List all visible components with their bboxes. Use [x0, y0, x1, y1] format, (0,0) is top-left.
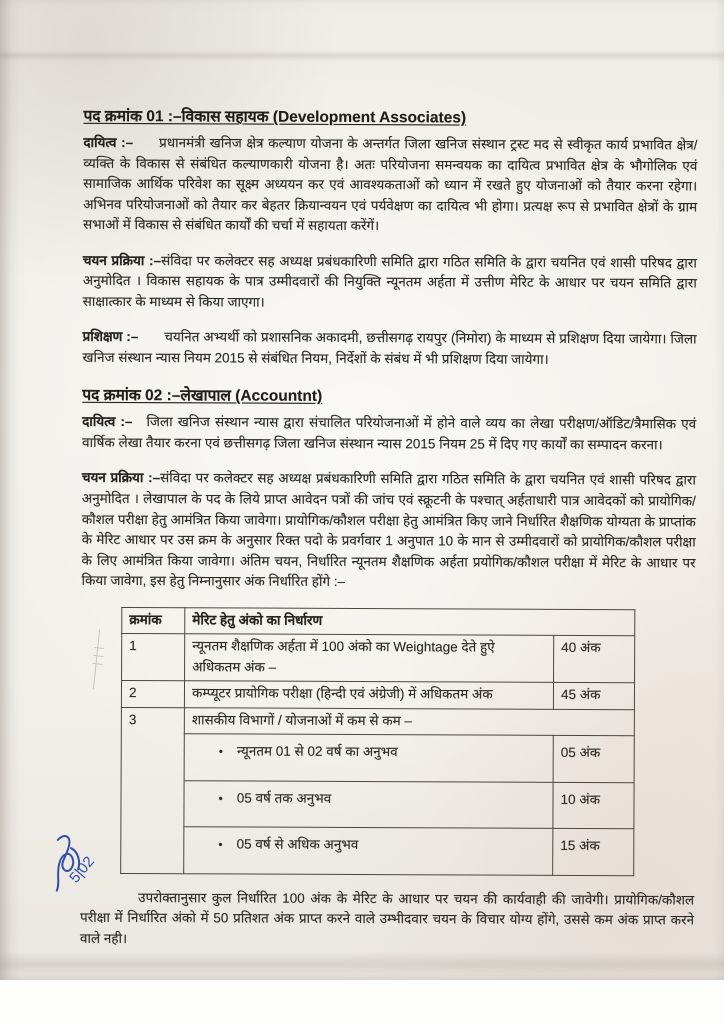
cell-serial: 2 — [121, 681, 184, 708]
selection-process-text: संविदा पर कलेक्टर सह अध्यक्ष प्रबंधकारिणी समिति द्वारा गठित समिति के द्वारा चयनित एवं शासी परिषद द्वारा अनुमोदित । लेखापाल के पद के लिये प्राप्त आवेदन पत्रों की जांच एवं स्क्रूटनी के पश्चात् अर्हताधारी पात्र आवेदकों को प्रायोगिक/कौशल परीक्षा हेतु आमंत्रित किया जावेगा। प्रायोगिक/कौशल परीक्षा हेतु आमंत्रित किए जाने निर्धारित शैक्षणिक योग्यता के प्राप्तांक के मेरिट आधार पर उस क्रम के अनुसार रिक्त पदो के प्रवर्गवार 1 अनुपात 10 के मान से उम्मीदवारों को प्रायोगिक/कौशल परीक्षा के लिए आमंत्रित किया जावेगा। अंतिम चयन, निर्धारित न्यूनतम शैक्षणिक अर्हता प्रयोगिक/कौशल परीक्षा में मेरिट के आधार पर किया जावेगा, इस हेतु निम्नानुसार अंक निर्धारित होंगे :– — [81, 470, 696, 589]
post-1-duty-paragraph — [83, 133, 697, 238]
table-row — [121, 734, 634, 783]
cell-marks: 45 अंक — [553, 682, 634, 709]
duty-text: जिला खनिज संस्थान न्यास द्वारा संचालित परियोजनाओं में होने वाले व्यय का लेखा परीक्षण/ऑडिट/त्रैमासिक एवं वार्षिक लेखा तैयार करना एवं छत्तीसगढ़ जिला खनिज संस्थान न्यास 2015 नियम 25 में दिए गए कार्यों का सम्पादन करना। — [82, 414, 697, 453]
selection-process-label: चयन प्रक्रिया :– — [82, 252, 162, 268]
table-header-row — [122, 607, 635, 636]
table-row — [122, 634, 635, 683]
cell-description: • 05 वर्ष तक अनुभव — [184, 780, 553, 828]
post-1-selection-paragraph — [83, 251, 697, 315]
table-row — [121, 707, 634, 736]
handwritten-number: 5|02 — [66, 853, 98, 887]
post-2-duty-paragraph — [82, 412, 696, 456]
selection-process-label: चयन प्रक्रिया :– — [81, 470, 161, 486]
marks-table — [120, 607, 635, 876]
post-1-training-paragraph — [82, 327, 696, 371]
cell-serial: 1 — [122, 634, 185, 681]
post-2-heading: पद क्रमांक 02 :–लेखापाल (Accountnt) — [82, 387, 323, 406]
cell-description: न्यूनतम शैक्षणिक अर्हता में 100 अंको का Weightage देते हुऐ अधिकतम अंक – — [185, 634, 554, 683]
cell-description: कम्प्यूटर प्रायोगिक परीक्षा (हिन्दी एवं अंग्रेजी) में अधिकतम अंक — [184, 681, 553, 709]
duty-label: दायित्व :– — [83, 134, 134, 151]
table-row — [121, 681, 634, 710]
header-title: मेरिट हेतु अंको का निर्धारण — [185, 607, 635, 635]
cell-marks: 05 अंक — [553, 735, 634, 782]
cell-marks: 15 अंक — [553, 829, 634, 876]
training-label: प्रशिक्षण :– — [82, 329, 139, 345]
selection-process-text: संविदा पर कलेक्टर सह अध्यक्ष प्रबंधकारिणी समिति द्वारा गठित समिति के द्वारा चयनित एवं शासी परिषद द्वारा अनुमोदित । विकास सहायक के पात्र उम्मीदवारों की नियुक्ति न्यूनतम अर्हता में उत्तीण मेरिट के आधार पर चयन समिति द्वारा साक्षात्कार के माध्यम से किया जाएगा। — [82, 252, 697, 310]
table-row — [121, 780, 634, 829]
cell-marks: 10 अंक — [553, 782, 634, 829]
cell-serial: 3 — [121, 707, 185, 873]
duty-label: दायित्व :– — [82, 414, 133, 430]
bullet-icon: • — [218, 837, 223, 852]
post-1-heading: पद क्रमांक 01 :–विकास सहायक (Development Associates) — [83, 107, 467, 127]
table-row — [121, 827, 634, 876]
bullet-icon: • — [218, 791, 223, 806]
handwritten-initials — [34, 814, 142, 922]
paper-crease — [0, 952, 724, 974]
cell-marks: 40 अंक — [554, 635, 635, 682]
cell-description: शासकीय विभागों / योजनाओं में कम से कम – — [184, 707, 634, 735]
cell-description: • न्यूनतम 01 से 02 वर्ष का अनुभव — [184, 734, 553, 782]
post-2-selection-paragraph — [81, 468, 696, 594]
cell-description: • 05 वर्ष से अधिक अनुभव — [184, 827, 553, 875]
duty-text: प्रधानमंत्री खनिज क्षेत्र कल्याण योजना के अन्तर्गत जिला खनिज संस्थान ट्रस्ट मद से स्वीकृत कार्य प्रभावित क्षेत्र/व्यक्ति के विकास से संबंधित कल्याणकारी योजना है। अतः परियोजना समन्वयक का दायित्व प्रभावित क्षेत्र के भौगोलिक एवं सामाजिक आर्थिक परिवेश का सूक्ष्म अध्ययन कर एवं आवश्यकताओं को ध्यान में रखते हुए योजनाओं को तैयार करना रहेगा। अभिनव परियोजनाओं को तैयार कर बेहतर क्रियान्वयन एवं पर्यवेक्षण का दायित्व भी होगा। प्रत्यक्ष रूप से प्रभावित क्षेत्रों के ग्राम सभाओं में विकास से संबंधित कार्यों की चर्चा में सहायता करेंगें। — [82, 135, 698, 234]
closing-paragraph: उपरोक्तानुसार कुल निर्धारित 100 अंक के मेरिट के आधार पर चयन की कार्यवाही की जावेगी। प्रायोगिक/कौशल परीक्षा में निर्धारित अंको में 50 प्रतिशत अंक प्राप्त करने वाले उम्भीदवार चयन के विचार योग्य होंगे, उससे कम अंक प्राप्त करने वाले नही। — [79, 889, 695, 946]
header-serial: क्रमांक — [122, 607, 185, 634]
bullet-icon: • — [218, 744, 223, 759]
training-text: चयनित अभ्यर्थी को प्रशासनिक अकादमी, छत्तीसगढ़ रायपुर (निमोरा) के माध्यम से प्रशिक्षण दिया जायेगा। जिला खनिज संस्थान न्यास नियम 2015 से संबंधित नियम, निर्देशों के संबंध में भी प्रशिक्षण दिया जायेगा। — [82, 329, 697, 367]
